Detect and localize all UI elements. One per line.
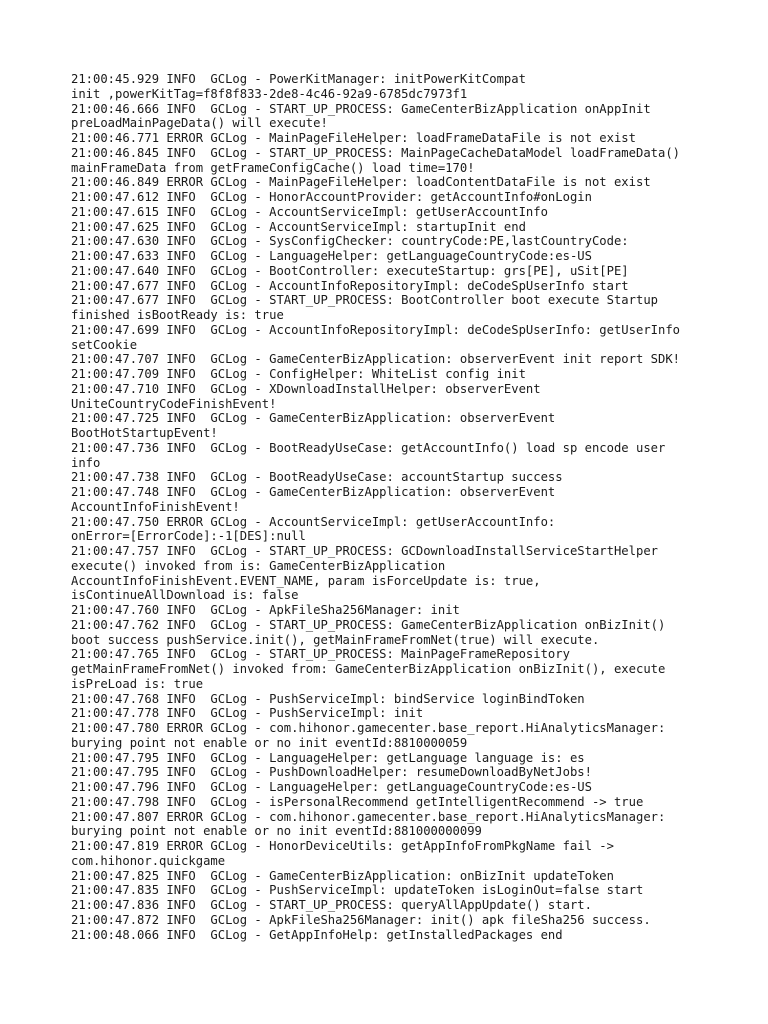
log-line: 21:00:47.807 ERROR GCLog - com.hihonor.gamecenter.base_report.HiAnalyticsManager: (71, 809, 666, 824)
log-line: 21:00:47.796 INFO GCLog - LanguageHelper: getLanguageCountryCode:es-US (71, 780, 592, 794)
log-line: 21:00:47.736 INFO GCLog - BootReadyUseCase: getAccountInfo() load sp encode user (71, 440, 666, 455)
log-line: info (71, 455, 101, 470)
log-line: finished isBootReady is: true (71, 308, 284, 322)
log-line: 21:00:47.872 INFO GCLog - ApkFileSha256Manager: init() apk fileSha256 success. (71, 912, 651, 927)
log-line: 21:00:47.760 INFO GCLog - ApkFileSha256Manager: init (71, 603, 460, 617)
log-line: 21:00:47.778 INFO GCLog - PushServiceImpl: init (71, 706, 424, 721)
log-line: 21:00:47.762 INFO GCLog - START_UP_PROCESS: GameCenterBizApplication onBizInit() (71, 617, 666, 632)
log-line: 21:00:47.633 INFO GCLog - LanguageHelper: getLanguageCountryCode:es-US (71, 249, 592, 263)
log-line: burying point not enable or no init eventId:881000000099 (71, 824, 482, 839)
log-line: 21:00:47.795 INFO GCLog - LanguageHelper: getLanguage language is: es (71, 750, 585, 765)
log-line: 21:00:46.845 INFO GCLog - START_UP_PROCESS: MainPageCacheDataModel loadFrameData() (71, 145, 681, 160)
log-line: 21:00:47.710 INFO GCLog - XDownloadInstallHelper: observerEvent (71, 381, 541, 396)
log-line: AccountInfoFinishEvent.EVENT_NAME, param isForceUpdate is: true, (71, 573, 541, 588)
log-line: 21:00:47.750 ERROR GCLog - AccountServiceImpl: getUserAccountInfo: (71, 514, 556, 529)
log-line: 21:00:47.699 INFO GCLog - AccountInfoRepositoryImpl: deCodeSpUserInfo: getUserInfo (71, 322, 681, 337)
log-line: 21:00:47.612 INFO GCLog - HonorAccountProvider: getAccountInfo#onLogin (71, 190, 592, 204)
log-line: isContinueAllDownload is: false (71, 588, 299, 603)
log-line: isPreLoad is: true (71, 676, 204, 691)
log-line: 21:00:47.748 INFO GCLog - GameCenterBizApplication: observerEvent (71, 485, 556, 499)
log-line: 21:00:47.795 INFO GCLog - PushDownloadHelper: resumeDownloadByNetJobs! (71, 765, 592, 780)
log-line: init ,powerKitTag=f8f8f833-2de8-4c46-92a9-6785dc7973f1 (71, 86, 468, 101)
log-line: 21:00:47.836 INFO GCLog - START_UP_PROCESS: queryAllAppUpdate() start. (71, 898, 592, 912)
log-line: getMainFrameFromNet() invoked from: GameCenterBizApplication onBizInit(), execute (71, 662, 666, 676)
log-line: 21:00:47.798 INFO GCLog - isPersonalRecommend getIntelligentRecommend -> true (71, 794, 644, 809)
log-line: 21:00:48.066 INFO GCLog - GetAppInfoHelp: getInstalledPackages end (71, 927, 563, 942)
log-line: 21:00:47.825 INFO GCLog - GameCenterBizApplication: onBizInit updateToken (71, 868, 614, 883)
log-line: AccountInfoFinishEvent! (71, 499, 240, 514)
log-line: 21:00:47.835 INFO GCLog - PushServiceImpl: updateToken isLoginOut=false start (71, 883, 644, 898)
log-document (71, 72, 711, 942)
log-line: 21:00:46.771 ERROR GCLog - MainPageFileHelper: loadFrameDataFile is not exist (71, 131, 636, 145)
log-line: 21:00:47.709 INFO GCLog - ConfigHelper: WhiteList config init (71, 367, 526, 381)
log-line: 21:00:47.625 INFO GCLog - AccountServiceImpl: startupInit end (71, 219, 526, 234)
log-line: UniteCountryCodeFinishEvent! (71, 396, 277, 411)
log-line: 21:00:47.738 INFO GCLog - BootReadyUseCase: accountStartup success (71, 470, 563, 485)
log-line: com.hihonor.quickgame (71, 853, 226, 868)
log-line: 21:00:46.849 ERROR GCLog - MainPageFileHelper: loadContentDataFile is not exist (71, 175, 651, 190)
log-line: 21:00:47.630 INFO GCLog - SysConfigChecker: countryCode:PE,lastCountryCode: (71, 234, 629, 249)
log-line: setCookie (71, 337, 138, 352)
log-line: 21:00:47.677 INFO GCLog - START_UP_PROCESS: BootController boot execute Startup (71, 293, 658, 308)
log-line: execute() invoked from is: GameCenterBizApplication (71, 558, 446, 573)
log-line: 21:00:47.768 INFO GCLog - PushServiceImpl: bindService loginBindToken (71, 691, 585, 706)
log-line: burying point not enable or no init eventId:8810000059 (71, 735, 468, 750)
log-line: preLoadMainPageData() will execute! (71, 116, 328, 131)
log-line: 21:00:46.666 INFO GCLog - START_UP_PROCESS: GameCenterBizApplication onAppInit (71, 101, 651, 116)
log-line: BootHotStartupEvent! (71, 426, 218, 440)
log-line: 21:00:47.640 INFO GCLog - BootController: executeStartup: grs[PE], uSit[PE] (71, 263, 629, 278)
log-line: boot success pushService.init(), getMainFrameFromNet(true) will execute. (71, 632, 600, 647)
log-line: 21:00:47.757 INFO GCLog - START_UP_PROCESS: GCDownloadInstallServiceStartHelper (71, 544, 658, 558)
log-line: 21:00:47.677 INFO GCLog - AccountInfoRepositoryImpl: deCodeSpUserInfo start (71, 278, 629, 293)
log-line: 21:00:45.929 INFO GCLog - PowerKitManager: initPowerKitCompat (71, 72, 526, 86)
log-line: 21:00:47.780 ERROR GCLog - com.hihonor.gamecenter.base_report.HiAnalyticsManager: (71, 721, 666, 735)
log-line: 21:00:47.707 INFO GCLog - GameCenterBizApplication: observerEvent init report SDK! (71, 352, 681, 367)
log-line: onError=[ErrorCode]:-1[DES]:null (71, 529, 306, 544)
log-line: mainFrameData from getFrameConfigCache() load time=170! (71, 160, 475, 175)
log-line: 21:00:47.615 INFO GCLog - AccountServiceImpl: getUserAccountInfo (71, 204, 548, 219)
log-line: 21:00:47.725 INFO GCLog - GameCenterBizApplication: observerEvent (71, 411, 556, 426)
log-line: 21:00:47.819 ERROR GCLog - HonorDeviceUtils: getAppInfoFromPkgName fail -> (71, 839, 614, 853)
log-line: 21:00:47.765 INFO GCLog - START_UP_PROCESS: MainPageFrameRepository (71, 647, 570, 662)
